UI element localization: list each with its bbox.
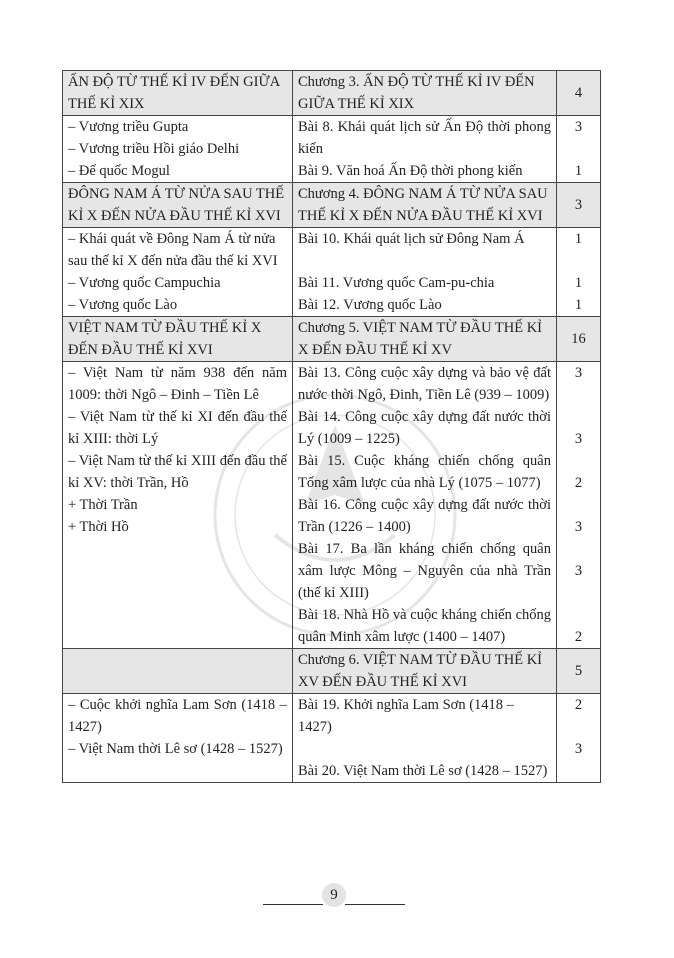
lessons-cell xyxy=(293,116,557,183)
curriculum-table xyxy=(62,70,601,783)
chapter-hours: 4 xyxy=(557,71,601,116)
topic-item: – Việt Nam từ thế kỉ XI đến đầu thế kỉ XIII: thời Lý xyxy=(68,409,287,447)
chapter-title: Chương 3. ẤN ĐỘ TỪ THẾ KỈ IV ĐẾN GIỮA THẾ KỈ XIX xyxy=(293,71,557,116)
topics-cell xyxy=(63,116,293,183)
topics-cell xyxy=(63,694,293,783)
footer-rule-right xyxy=(345,904,405,905)
section-content-row xyxy=(63,228,601,317)
page-footer xyxy=(0,880,674,910)
lessons-cell xyxy=(293,228,557,317)
lesson-title: Bài 8. Khái quát lịch sử Ấn Độ thời phong kiến xyxy=(298,119,551,157)
lesson-title: Bài 20. Việt Nam thời Lê sơ (1428 – 1527) xyxy=(298,763,548,779)
page-number: 9 xyxy=(322,883,346,907)
section-title: ẤN ĐỘ TỪ THẾ KỈ IV ĐẾN GIỮA THẾ KỈ XIX xyxy=(63,71,293,116)
topic-item: – Vương quốc Campuchia xyxy=(68,275,221,291)
footer-rule-left xyxy=(263,904,323,905)
topic-item: + Thời Hồ xyxy=(68,519,129,535)
lesson-title: Bài 18. Nhà Hồ và cuộc kháng chiến chống quân Minh xâm lược (1400 – 1407) xyxy=(298,607,551,645)
hours-cell xyxy=(557,694,601,783)
lesson-hours: 1 xyxy=(574,275,583,291)
topic-item: – Vương triều Gupta xyxy=(68,119,189,135)
lesson-title: Bài 13. Công cuộc xây dựng và bảo vệ đất nước thời Ngô, Đinh, Tiền Lê (939 – 1009) xyxy=(298,365,551,403)
lesson-title: Bài 14. Công cuộc xây dựng đất nước thời Lý (1009 – 1225) xyxy=(298,409,551,447)
lesson-hours: 2 xyxy=(574,475,583,491)
lesson-title: Bài 17. Ba lần kháng chiến chống quân xâm lược Mông – Nguyên của nhà Trần (thế kỉ XIII) xyxy=(298,541,551,601)
topic-item: – Đế quốc Mogul xyxy=(68,163,170,179)
topic-item: – Việt Nam từ năm 938 đến năm 1009: thời Ngô – Đinh – Tiền Lê xyxy=(68,365,287,403)
topic-item: + Thời Trần xyxy=(68,497,138,513)
section-content-row xyxy=(63,116,601,183)
lesson-title: Bài 12. Vương quốc Lào xyxy=(298,297,442,313)
hours-cell xyxy=(557,228,601,317)
lessons-cell xyxy=(293,362,557,649)
chapter-hours: 3 xyxy=(557,183,601,228)
lesson-hours: 3 xyxy=(574,365,583,381)
lesson-title: Bài 10. Khái quát lịch sử Đông Nam Á xyxy=(298,231,525,247)
section-row xyxy=(63,649,601,694)
topic-item: – Vương triều Hồi giáo Delhi xyxy=(68,141,240,157)
lesson-title: Bài 11. Vương quốc Cam-pu-chia xyxy=(298,275,495,291)
section-title: VIỆT NAM TỪ ĐẦU THẾ KỈ X ĐẾN ĐẦU THẾ KỈ XVI xyxy=(63,317,293,362)
section-row xyxy=(63,183,601,228)
chapter-title: Chương 6. VIỆT NAM TỪ ĐẦU THẾ KỈ XV ĐẾN ĐẦU THẾ KỈ XVI xyxy=(293,649,557,694)
lesson-hours: 2 xyxy=(574,697,583,713)
topic-item: – Vương quốc Lào xyxy=(68,297,178,313)
chapter-title: Chương 4. ĐÔNG NAM Á TỪ NỬA SAU THẾ KỈ X ĐẾN NỬA ĐẦU THẾ KỈ XVI xyxy=(293,183,557,228)
hours-cell xyxy=(557,116,601,183)
section-row xyxy=(63,317,601,362)
topic-item: – Cuộc khởi nghĩa Lam Sơn (1418 – 1427) xyxy=(68,697,287,735)
section-row xyxy=(63,71,601,116)
lesson-title: Bài 15. Cuộc kháng chiến chống quân Tống xâm lược của nhà Lý (1075 – 1077) xyxy=(298,453,551,491)
lesson-title: Bài 16. Công cuộc xây dựng đất nước thời Trần (1226 – 1400) xyxy=(298,497,551,535)
lesson-title: Bài 19. Khởi nghĩa Lam Sơn (1418 – 1427) xyxy=(298,697,514,735)
section-content-row xyxy=(63,362,601,649)
chapter-title: Chương 5. VIỆT NAM TỪ ĐẦU THẾ KỈ X ĐẾN ĐẦU THẾ KỈ XV xyxy=(293,317,557,362)
lesson-hours: 3 xyxy=(574,519,583,535)
lesson-hours: 1 xyxy=(574,297,583,313)
topic-item: – Việt Nam từ thế kỉ XIII đến đầu thế kỉ XV: thời Trần, Hồ xyxy=(68,453,287,491)
lessons-cell xyxy=(293,694,557,783)
chapter-hours: 16 xyxy=(557,317,601,362)
chapter-hours: 5 xyxy=(557,649,601,694)
lesson-hours: 3 xyxy=(574,563,583,579)
topics-cell xyxy=(63,228,293,317)
lesson-hours: 1 xyxy=(574,163,583,179)
hours-cell xyxy=(557,362,601,649)
lesson-hours: 3 xyxy=(574,431,583,447)
lesson-title: Bài 9. Văn hoá Ấn Độ thời phong kiến xyxy=(298,163,523,179)
lesson-hours: 2 xyxy=(574,629,583,645)
section-content-row xyxy=(63,694,601,783)
lesson-hours: 1 xyxy=(574,231,583,247)
section-title xyxy=(63,649,293,694)
topic-item: – Việt Nam thời Lê sơ (1428 – 1527) xyxy=(68,741,283,757)
lesson-hours: 3 xyxy=(574,741,583,757)
section-title: ĐÔNG NAM Á TỪ NỬA SAU THẾ KỈ X ĐẾN NỬA ĐẦU THẾ KỈ XVI xyxy=(63,183,293,228)
lesson-hours: 3 xyxy=(574,119,583,135)
topic-item: – Khái quát về Đông Nam Á từ nửa sau thế kỉ X đến nửa đầu thế kỉ XVI xyxy=(68,231,278,269)
topics-cell xyxy=(63,362,293,649)
